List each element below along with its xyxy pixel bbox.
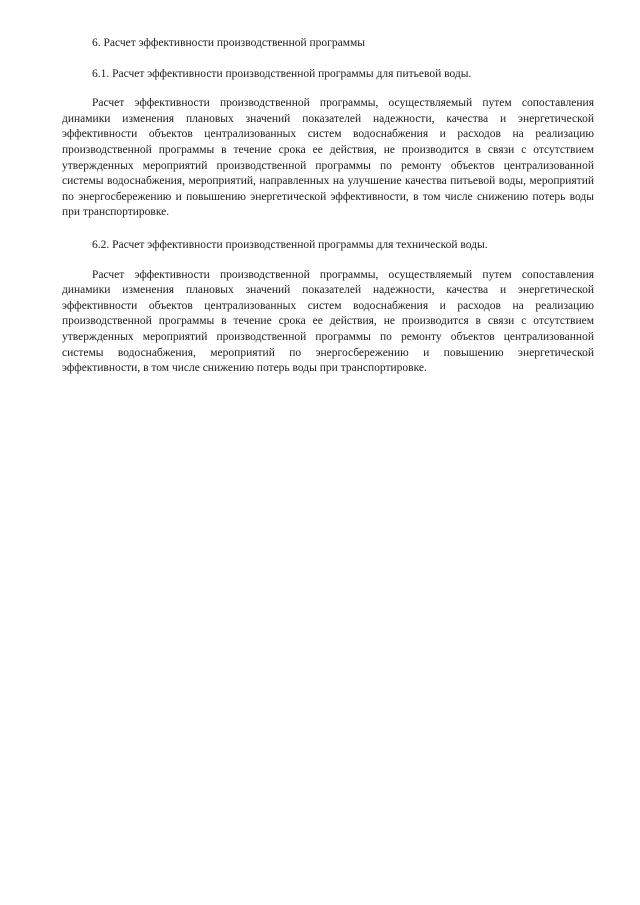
document-page bbox=[62, 36, 594, 394]
subsection-title-technical-water: 6.2. Расчет эффективности производственной программы для технической воды. bbox=[92, 238, 488, 251]
paragraph-technical-water: Расчет эффективности производственной программы, осуществляемый путем сопоставления динамики изменения плановых значений показателей надежности, качества и энергетической эффективности объектов централизованных систем водоснабжения и расходов на реализацию производственной программы в течение срока ее действия, не производится в связи с отсутствием утвержденных мероприятий производственной программы по ремонту объектов централизованной системы водоснабжения, мероприятий по энергосбережению и повышению энергетической эффективности, в том числе снижению потерь воды при транспортировке. bbox=[62, 268, 594, 375]
subsection-title-drinking-water: 6.1. Расчет эффективности производственной программы для питьевой воды. bbox=[92, 67, 472, 80]
section-title: 6. Расчет эффективности производственной программы bbox=[92, 37, 366, 49]
paragraph-drinking-water: Расчет эффективности производственной программы, осуществляемый путем сопоставления динамики изменения плановых значений показателей надежности, качества и энергетической эффективности объектов централизованных систем водоснабжения и расходов на реализацию производственной программы в течение срока ее действия, не производится в связи с отсутствием утвержденных мероприятий производственной программы по ремонту объектов централизованной системы водоснабжения, мероприятий, направленных на улучшение качества питьевой воды, мероприятий по энергосбережению и повышению энергетической эффективности, в том числе снижению потерь воды при транспортировке. bbox=[62, 97, 594, 219]
